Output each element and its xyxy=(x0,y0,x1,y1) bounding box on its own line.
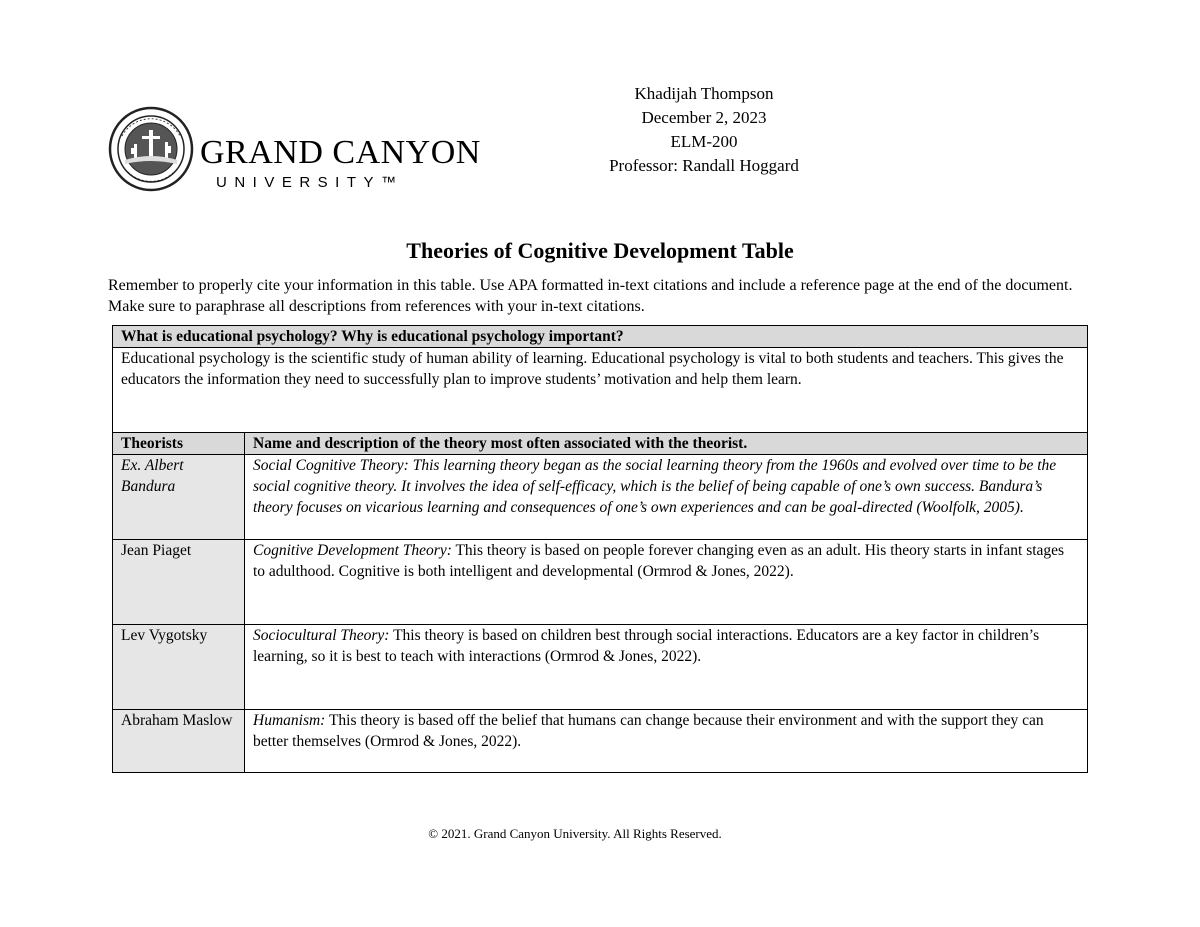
theory-cell xyxy=(245,625,1088,710)
document-title: Theories of Cognitive Development Table xyxy=(406,238,794,263)
theory-description: This theory is based off the belief that humans can change because their environment and with the support they can better themselves (Ormrod & Jones, 2022). xyxy=(253,712,1044,750)
table-row xyxy=(113,625,1088,710)
header-theorists: Theorists xyxy=(113,433,245,455)
logo-subtitle: UNIVERSITY™ xyxy=(216,174,404,191)
theory-cell xyxy=(245,540,1088,625)
answer-row xyxy=(113,348,1088,433)
table-row xyxy=(113,710,1088,773)
student-header xyxy=(554,82,854,178)
student-name: Khadijah Thompson xyxy=(634,84,774,103)
theory-description: This theory is based on children best through social interactions. Educators are a key factor in children’s learning, so it is best to teach with interactions (Ormrod & Jones, 2022). xyxy=(253,627,1040,665)
logo-name: GRAND CANYON xyxy=(200,134,481,171)
theory-name: Humanism: xyxy=(253,712,326,729)
theories-table xyxy=(112,325,1088,773)
course-code: ELM-200 xyxy=(670,132,738,151)
gcu-wordmark xyxy=(200,136,481,191)
theorist-cell: Lev Vygotsky xyxy=(113,625,245,710)
header-theory-description: Name and description of the theory most often associated with the theorist. xyxy=(245,433,1088,455)
theory-name: Social Cognitive Theory: xyxy=(253,457,409,474)
theorist-cell: Ex. Albert Bandura xyxy=(113,455,245,540)
theory-name: Cognitive Development Theory: xyxy=(253,542,452,559)
university-seal-icon xyxy=(108,106,194,192)
submission-date: December 2, 2023 xyxy=(641,108,767,127)
theory-cell xyxy=(245,710,1088,773)
question-row xyxy=(113,326,1088,348)
theorist-cell: Abraham Maslow xyxy=(113,710,245,773)
instructions-paragraph: Remember to properly cite your information in this table. Use APA formatted in-text citations and include a reference page at the end of the document. Make sure to paraphrase all descriptions from references with your in-text citations. xyxy=(108,277,1073,315)
table-row xyxy=(113,455,1088,540)
theorist-cell: Jean Piaget xyxy=(113,540,245,625)
column-header-row xyxy=(113,433,1088,455)
theory-description: This theory is based on people forever changing even as an adult. His theory starts in infant stages to adulthood. Cognitive is both intelligent and developmental (Ormrod & Jones, 2022). xyxy=(253,542,1065,580)
professor-name: Professor: Randall Hoggard xyxy=(609,156,799,175)
theory-cell xyxy=(245,455,1088,540)
copyright-footer: © 2021. Grand Canyon University. All Rights Reserved. xyxy=(428,826,722,841)
theory-description: This learning theory began as the social learning theory from the 1960s and evolved over time to be the social cognitive theory. It involves the idea of self-efficacy, which is the belief of being capable of one’s own success. Bandura’s theory focuses on vicarious learning and consequences of one’s own experiences and can be goal-directed (Woolfolk, 2005). xyxy=(253,457,1057,516)
theory-name: Sociocultural Theory: xyxy=(253,627,390,644)
answer-cell: Educational psychology is the scientific study of human ability of learning. Educational psychology is vital to both students and teachers. This gives the educators the information they need to successfully plan to improve students’ motivation and help them learn. xyxy=(113,348,1088,433)
gcu-logo xyxy=(108,106,488,196)
question-cell: What is educational psychology? Why is educational psychology important? xyxy=(113,326,1088,348)
table-row xyxy=(113,540,1088,625)
